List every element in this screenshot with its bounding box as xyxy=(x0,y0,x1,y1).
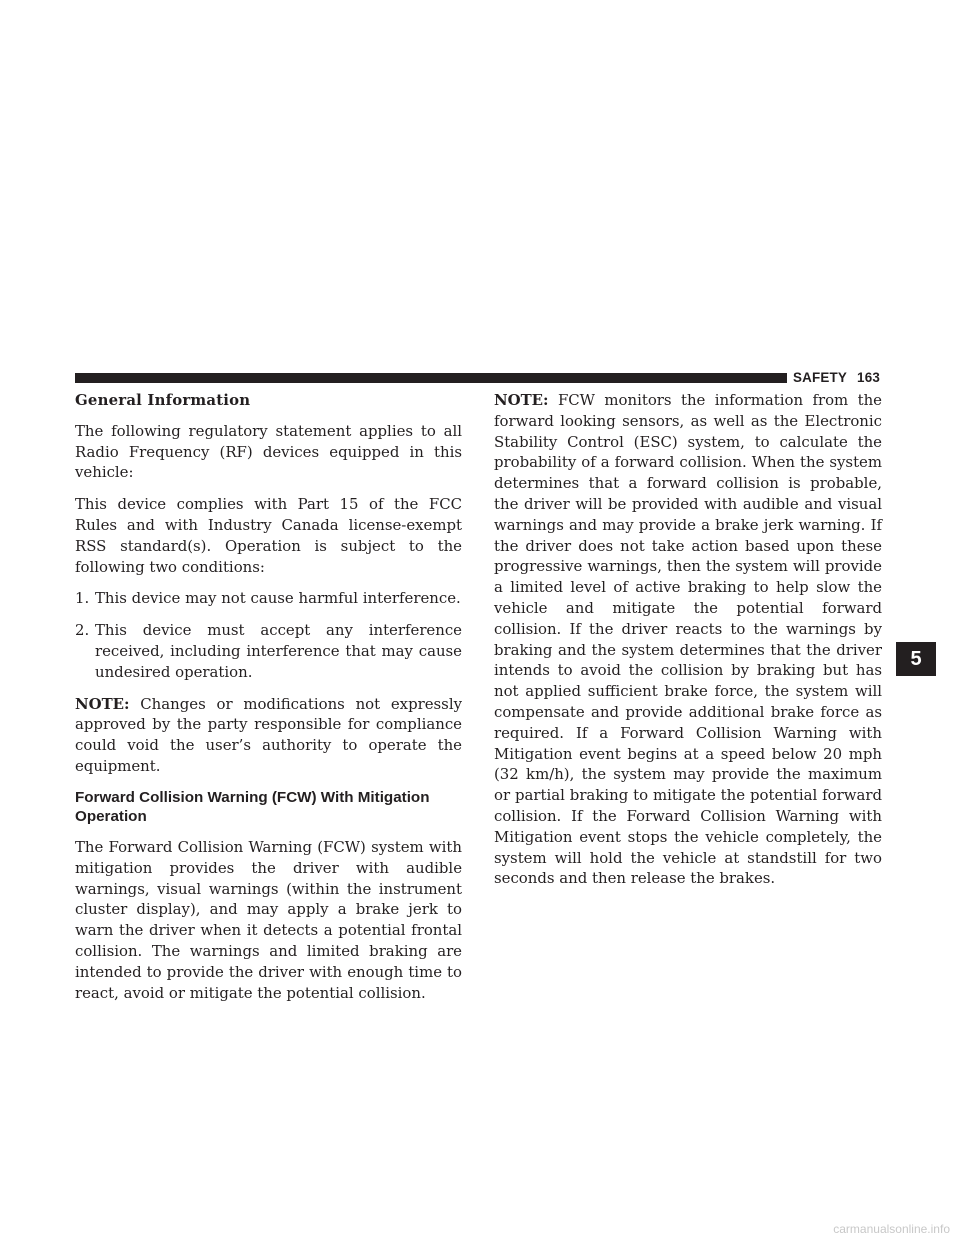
note-text: FCW monitors the information from the forward looking sensors, as well as the Electronic Stability Control (ESC) system, to calculate the probability of a forward collision. When the system determines that a forward collision is probable, the driver will be provided with audible and visual warnings and may provide a brake jerk warning. If the driver does not take action based upon these progressive warnings, then the system will provide a limited level of active braking to help slow the vehicle and mitigate the potential forward collision. If the driver reacts to the warnings by braking and the system determines that the driver intends to avoid the collision by braking but has not applied sufficient brake force, the system will compensate and provide additional brake force as required. If a Forward Collision Warning with Mitigation event begins at a speed below 20 mph (32 km/h), the system may provide the maximum or partial braking to mitigate the potential forward collision. If the Forward Collision Warning with Mitigation event stops the vehicle completely, the system will hold the vehicle at standstill for two seconds and then release the brakes. xyxy=(494,391,882,888)
regulatory-paragraph: The following regulatory statement applies to all Radio Frequency (RF) devices equipped in this vehicle: xyxy=(75,421,462,482)
running-header xyxy=(793,367,880,387)
chapter-tab: 5 xyxy=(896,642,936,676)
conditions-list xyxy=(75,588,462,682)
note-label: NOTE: xyxy=(494,391,549,409)
left-column xyxy=(75,390,462,1014)
fcw-heading: Forward Collision Warning (FCW) With Mitigation Operation xyxy=(75,788,430,826)
general-information-heading: General Information xyxy=(75,391,251,409)
fcc-compliance-paragraph: This device complies with Part 15 of the FCC Rules and with Industry Canada license-exempt RSS standard(s). Operation is subject to the following two conditions: xyxy=(75,495,462,576)
note-text: Changes or modifications not expressly approved by the party responsible for compliance could void the user’s authority to operate the equipment. xyxy=(75,694,462,775)
condition-number: 2. xyxy=(75,621,90,640)
condition-number: 1. xyxy=(75,589,90,608)
condition-text: This device may not cause harmful interference. xyxy=(95,589,461,608)
fcw-monitoring-note xyxy=(494,390,882,889)
condition-item xyxy=(75,620,462,682)
header-rule xyxy=(75,373,787,383)
page-number: 163 xyxy=(857,369,880,385)
modification-note xyxy=(75,694,462,777)
condition-text: This device must accept any interference received, including interference that may cause undesired operation. xyxy=(95,621,462,681)
watermark: carmanualsonline.info xyxy=(833,1222,950,1236)
right-column xyxy=(494,390,882,900)
section-title: SAFETY xyxy=(793,369,848,385)
fcw-paragraph: The Forward Collision Warning (FCW) system with mitigation provides the driver with audible warnings, visual warnings (within the instrument cluster display), and may apply a brake jerk to warn the driver when it detects a potential frontal collision. The warnings and limited braking are intended to provide the driver with enough time to react, avoid or mitigate the potential collision. xyxy=(75,837,462,1002)
condition-item xyxy=(75,588,462,609)
note-label: NOTE: xyxy=(75,694,130,713)
